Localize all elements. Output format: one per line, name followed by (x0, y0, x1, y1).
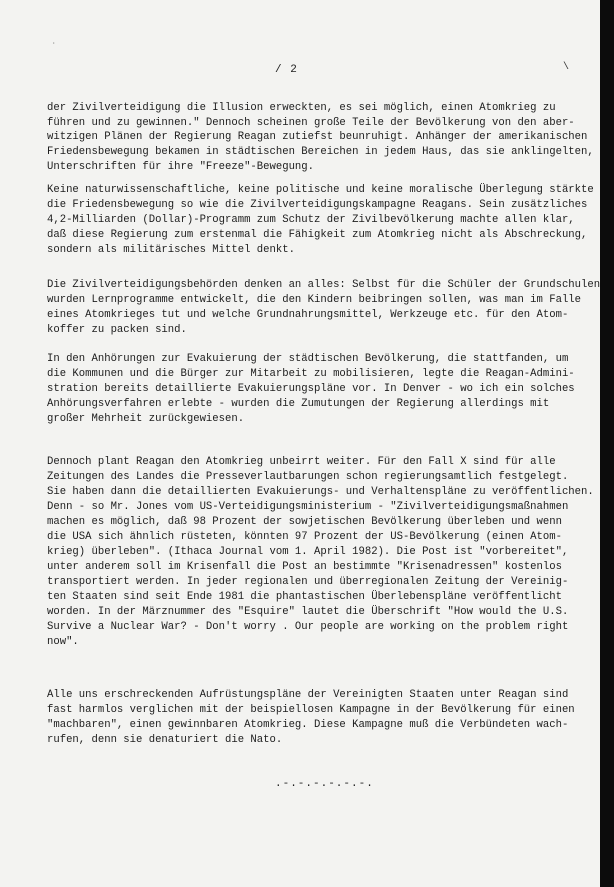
text-line: stration bereits detaillierte Evakuierungspläne vor. In Denver - wo ich ein solches (47, 383, 575, 395)
text-line: krieg) überleben". (Ithaca Journal vom 1. April 1982). Die Post ist "vorbereitet", (47, 546, 569, 558)
text-line: now". (47, 636, 79, 648)
text-line: Unterschriften für ihre "Freeze"-Bewegung. (47, 161, 315, 173)
text-line: ten Staaten sind seit Ende 1981 die phantastischen Überlebenspläne veröffentlicht (47, 591, 562, 603)
text-line: der Zivilverteidigung die Illusion erweckten, es sei möglich, einen Atomkrieg zu (47, 102, 556, 114)
text-line: eines Atomkrieges tut und welche Grundnahrungsmittel, Werkzeuge etc. für den Atom- (47, 309, 569, 321)
corner-mark: \ (563, 62, 570, 73)
text-line: Zeitungen des Landes die Presseverlautbarungen schon regierungsamtlich festgelegt. (47, 471, 569, 483)
speck-mark: · (52, 40, 56, 47)
text-line: witzigen Plänen der Regierung Reagan zutiefst beunruhigt. Anhänger der amerikanischen (47, 131, 588, 143)
text-line: machen es möglich, daß 98 Prozent der sowjetischen Bevölkerung überleben und wenn (47, 516, 562, 528)
text-line: daß diese Regierung zum erstenmal die Fähigkeit zum Atomkrieg nicht als Abschreckung, (47, 229, 588, 241)
text-line: fast harmlos verglichen mit der beispiellosen Kampagne in der Bevölkerung für einen (47, 704, 575, 716)
text-line: die USA sich ähnlich rüsteten, könnten 97 Prozent der US-Bevölkerung (einen Atom- (47, 531, 562, 543)
text-line: Alle uns erschreckenden Aufrüstungspläne der Vereinigten Staaten unter Reagan sind (47, 689, 569, 701)
text-line: transportiert werden. In jeder regionalen und überregionalen Zeitung der Vereinig- (47, 576, 569, 588)
text-line: sondern als militärisches Mittel denkt. (47, 244, 295, 256)
text-line: "machbaren", einen gewinnbaren Atomkrieg. Diese Kampagne muß die Verbündeten wach- (47, 719, 569, 731)
text-line: die Friedensbewegung so wie die Zivilverteidigungskampagne Reagans. Sein zusätzliches (47, 199, 588, 211)
text-line: Friedensbewegung bekamen in städtischen Bereichen in jedem Haus, das sie anklingelten, (47, 146, 594, 158)
page-number: / 2 (275, 64, 298, 76)
text-line: koffer zu packen sind. (47, 324, 187, 336)
end-separator: .-.-.-.-.-.-. (275, 778, 374, 790)
text-line: Dennoch plant Reagan den Atomkrieg unbeirrt weiter. Für den Fall X sind für alle (47, 456, 556, 468)
text-line: worden. In der Märznummer des "Esquire" lautet die Überschrift "How would the U.S. (47, 606, 569, 618)
text-line: großer Mehrheit zurückgewiesen. (47, 413, 245, 425)
text-line: führen und zu gewinnen." Dennoch scheinen große Teile der Bevölkerung von den aber- (47, 117, 575, 129)
text-line: Keine naturwissenschaftliche, keine politische und keine moralische Überlegung stärkte (47, 184, 594, 196)
text-line: 4,2-Milliarden (Dollar)-Programm zum Schutz der Zivilbevölkerung machte allen klar, (47, 214, 575, 226)
text-line: Die Zivilverteidigungsbehörden denken an alles: Selbst für die Schüler der Grundschulen (47, 279, 601, 291)
text-line: die Kommunen und die Bürger zur Mitarbeit zu mobilisieren, legte die Reagan-Admini- (47, 368, 575, 380)
scan-edge (600, 0, 614, 887)
text-line: unter anderem soll im Krisenfall die Post an bestimmte "Krisenadressen" kostenlos (47, 561, 562, 573)
text-line: rufen, denn sie denaturiert die Nato. (47, 734, 283, 746)
text-line: Denn - so Mr. Jones vom US-Verteidigungsministerium - "Zivilverteidigungsmaßnahmen (47, 501, 569, 513)
text-line: Survive a Nuclear War? - Don't worry . Our people are working on the problem right (47, 621, 569, 633)
text-line: Anhörungsverfahren erlebte - wurden die Zumutungen der Regierung allerdings mit (47, 398, 550, 410)
text-line: wurden Lernprogramme entwickelt, die den Kindern beibringen sollen, was man im Falle (47, 294, 582, 306)
text-line: Sie haben dann die detaillierten Evakuierungs- und Verhaltenspläne zu veröffentlichen. (47, 486, 594, 498)
text-line: In den Anhörungen zur Evakuierung der städtischen Bevölkerung, die stattfanden, um (47, 353, 569, 365)
